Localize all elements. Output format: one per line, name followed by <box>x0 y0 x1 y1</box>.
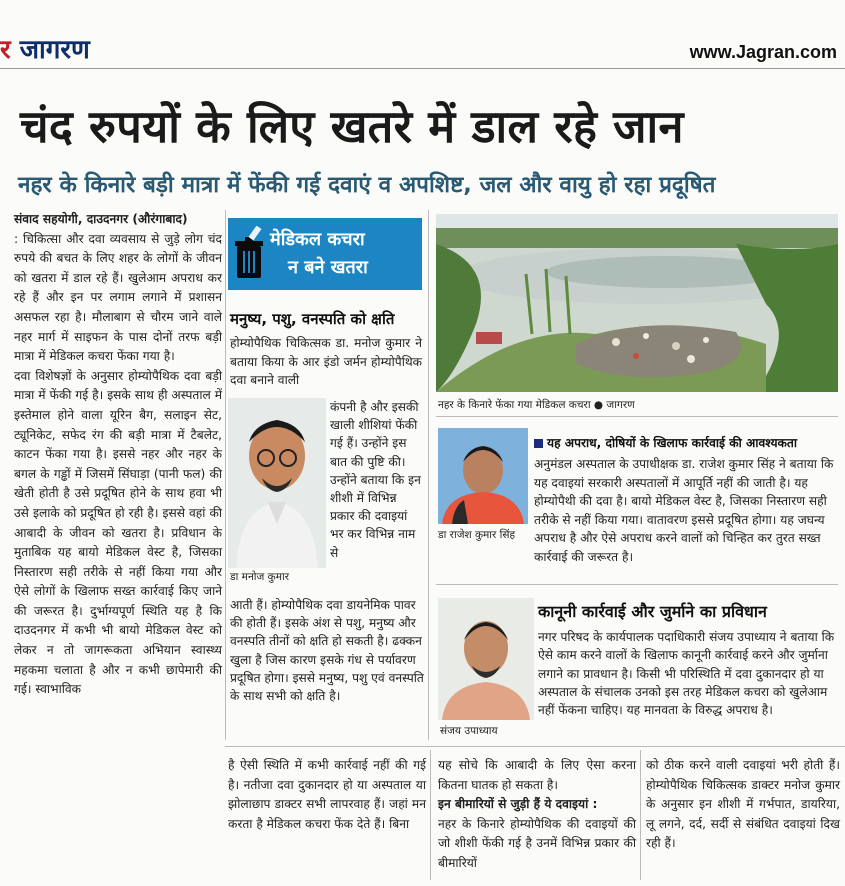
masthead-logo <box>0 30 90 66</box>
manoj-kumar-caption: डा मनोज कुमार <box>230 571 289 583</box>
site-url: www.Jagran.com <box>689 42 837 62</box>
main-photo-caption: नहर के किनारे फेंका गया मेडिकल कचरा ● जागरण <box>438 399 635 411</box>
heading-marker-icon <box>534 439 543 448</box>
column-2-rest: आती हैं। होम्योपैथिक दवा डायनेमिक पावर की होती हैं। इसके अंश से पशु, मनुष्य और वनस्पति तीनों को क्षति हो सकती है। ढक्कन खुला है जिस कारण इसके गंध से पर्यावरण प्रदूषित होगा। इससे मनुष्य, पशु एवं वनस्पति के साथ सभी को क्षति है। <box>230 598 424 704</box>
sanjay-upadhyay-caption: संजय उपाध्याय <box>440 725 498 737</box>
banner-line-2: न बने खतरा <box>288 257 368 278</box>
rajesh-kumar-caption: डा राजेश कुमार सिंह <box>438 529 516 541</box>
banner-line-1: मेडिकल कचरा <box>270 229 365 250</box>
bottom-column-3-heading: इन बीमारियों से जुड़ी हैं ये दवाइयां : <box>438 797 598 812</box>
medical-waste-banner <box>228 218 422 290</box>
column-2-intro: होम्योपैथिक चिकित्सक डा. मनोज कुमार ने बताया किया के आर इंडो जर्मन होम्योपैथिक दवा बनाने वाली <box>230 336 422 387</box>
section-divider <box>436 584 838 585</box>
bottom-column-3-text: नहर के किनारे होम्योपैथिक की दवाइयों की जो शीशी फेंकी गई है उनमें विभिन्न प्रकार की बीमारियों <box>438 816 636 870</box>
masthead-prefix: र <box>0 35 11 65</box>
column-divider <box>428 210 429 740</box>
column-divider <box>430 750 431 880</box>
photo-rajesh-kumar-singh <box>438 428 528 524</box>
photo-manoj-kumar <box>228 398 326 568</box>
column-divider <box>640 750 641 880</box>
column-2-side-text: कंपनी है और इसकी खाली शीशियां फेंकी गई हैं। उन्होंने इस बात की पुष्टि की। उन्होंने बताया कि इन शीशी में विभिन्न प्रकार की दवाइयां भर कर विभिन्न नाम से <box>330 400 421 560</box>
main-photo-caption-text: नहर के किनारे फेंका गया मेडिकल कचरा <box>438 399 591 411</box>
masthead-name: जागरण <box>19 35 90 65</box>
column-2-heading: मनुष्य, पशु, वनस्पति को क्षति <box>230 310 395 328</box>
column-divider <box>225 210 226 740</box>
bottom-divider <box>225 746 845 747</box>
box2-text: नगर परिषद के कार्यपालक पदाधिकारी संजय उपाध्याय ने बताया कि ऐसे काम करने वालों के खिलाफ कानूनी कार्रवाई करने और जुर्माना लगाने का प्रावधान है। किसी भी परिस्थिति में दवा दुकानदार हो या अस्पताल के संचालक उनको इस तरह मेडिकल कचरा को खुलेआम नहीं फेंकना चाहिए। यह मानवता के विरुद्ध अपराध है। <box>538 630 835 718</box>
bottom-column-3 <box>438 756 636 874</box>
box1-text-top: अनुमंडल अस्पताल के उपाधीक्षक डा. राजेश कुमार सिंह ने बताया कि यह दवाइयां सरकारी अस्पतालों में आपूर्ति नहीं की जाती है। यह होम्योपैथी की दवा है। बायो मेडिकल वेस्ट है, जिसका निस्तारण सही तरीके से नहीं किया गया। वातावरण इससे प्रदूषित होगा। यह जघन्य अपराध है और ऐसे अपराध करने वालों को चिन्हित कर तुरत सख्त कार्रवाई की जरूरत है। <box>534 457 834 564</box>
photo-canal-waste <box>436 214 838 392</box>
column-1-para-1: : चिकित्सा और दवा व्यवसाय से जुड़े लोग चंद रुपये की बचत के लिए शहर के लोगों के जीवन को खतरा में डाल रहे हैं। खुलेआम अपराध कर रहे हैं और इन पर लगाम लगाने में प्रशासन असफल रहा है। मौलाबाग से चौरम जाने वाले नहर मार्ग में साइफन के पास दोनों तरफ बड़ी मात्रा में मेडिकल कचरा फेंका गया है। <box>14 231 222 364</box>
section-divider <box>436 416 838 417</box>
box1-heading <box>534 434 797 452</box>
subheadline: नहर के किनारे बड़ी मात्रा में फेंकी गई दवाएं व अपशिष्ट, जल और वायु हो रहा प्रदूषित <box>18 172 716 198</box>
bottom-column-2: है ऐसी स्थिति में कभी कार्रवाई नहीं की गई है। नतीजा दवा दुकानदार हो या अस्पताल या झोलाछाप डाक्टर सभी लापरवाह हैं। जहां मन करता है मेडिकल कचरा फेंक देते हैं। बिना <box>228 758 426 831</box>
bottom-column-3-lead: यह सोचे कि आबादी के लिए ऐसा करना कितना घातक हो सकता है। <box>438 758 636 792</box>
column-1-para-2: दवा विशेषज्ञों के अनुसार होम्योपैथिक दवा बड़ी मात्रा में फेंकी गई है। इसके साथ ही अस्पताल में इस्तेमाल होने वाला यूरिन बैग, सलाइन सेट, ट्यूनिकेट, सफेद रंग की बड़ी मात्रा में टैबलेट, काटन फेंका गया है। इससे नहर और नहर के बगल के गड्ढों में जिसमें सिंघाड़ा (पानी फल) की खेती होती है उसे प्रदूषित होने के साथ हवा भी उसे इलाके को प्रदूषित हो रही है। इससे वहां की आबादी के जीवन को खतरा है। प्रविधान के मुताबिक यह बायो मेडिकल वेस्ट है, जिसका निस्तारण सही तरीके से नहीं किया गया और ऐसे लोगों के खिलाफ सख्त कार्रवाई किए जाने की जरूरत है। दुर्भाग्यपूर्ण स्थिति यह है कि दाउदनगर में कभी भी बायो मेडिकल वेस्ट को लेकर न तो जागरूकता अभियान स्वास्थ्य महकमा चलाता है और न कभी छापेमारी की गई। स्वाभाविक <box>14 368 222 697</box>
main-photo-credit: जागरण <box>606 399 635 411</box>
photo-sanjay-upadhyay <box>438 598 534 720</box>
headline: चंद रुपयों के लिए खतरे में डाल रहे जान <box>20 100 684 153</box>
box1-heading-text: यह अपराध, दोषियों के खिलाफ कार्रवाई की आवश्यकता <box>547 436 797 450</box>
byline: संवाद सहयोगी, दाउदनगर (औरंगाबाद) <box>14 212 188 226</box>
trash-bin-icon <box>234 226 264 280</box>
bottom-column-4: को ठीक करने वाली दवाइयां भरी होती हैं। होम्योपैथिक चिकित्सक डाक्टर मनोज कुमार के अनुसार इन शीशी में गर्भपात, डायरिया, लू लगने, दर्द, सर्दी से संबंधित दवाइयां दिख रही हैं। <box>646 758 840 851</box>
column-1 <box>14 210 222 700</box>
masthead-divider <box>0 68 845 69</box>
box2-heading: कानूनी कार्रवाई और जुर्माने का प्रविधान <box>538 602 767 621</box>
